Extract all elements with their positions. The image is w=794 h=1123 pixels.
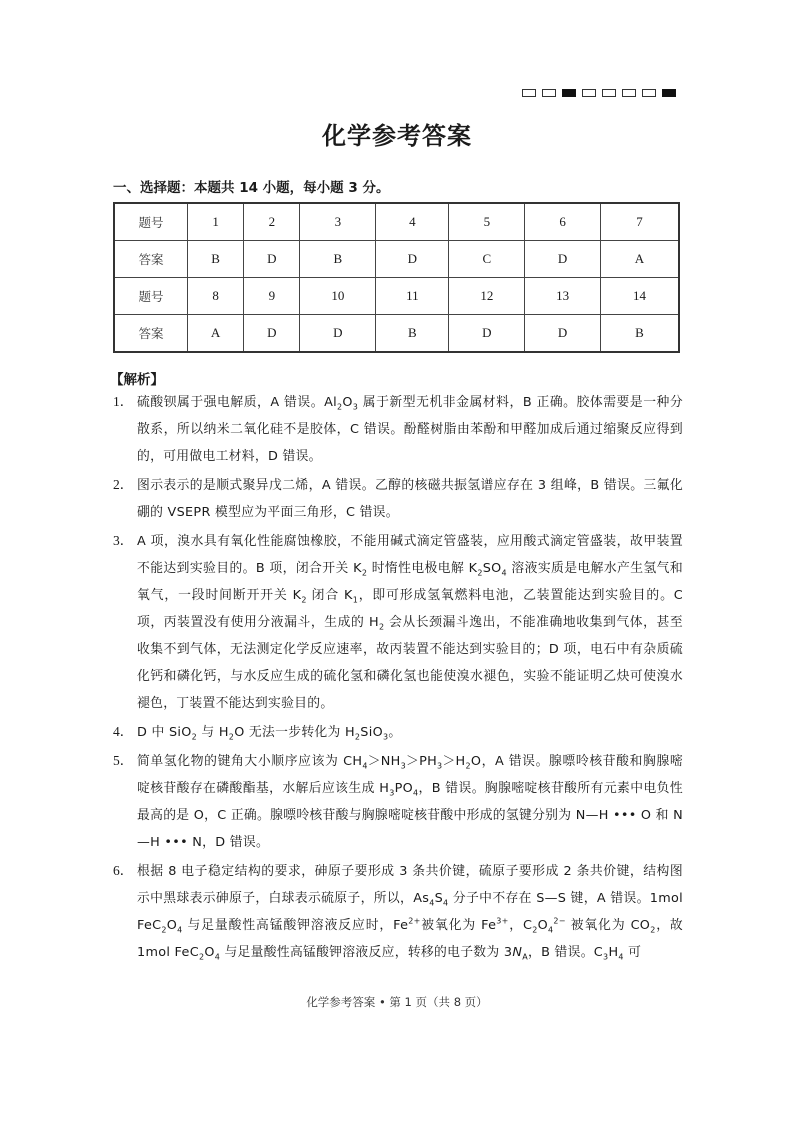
- table-cell: 6: [525, 203, 601, 241]
- analysis-item: [113, 528, 683, 717]
- table-cell: B: [601, 315, 680, 353]
- table-cell: A: [601, 241, 680, 278]
- table-row: [114, 241, 679, 278]
- item-number: 3．: [113, 533, 134, 548]
- table-cell: 10: [300, 278, 376, 315]
- table-cell: 3: [300, 203, 376, 241]
- empty-square-mark: [622, 89, 636, 97]
- filled-square-mark: [562, 89, 576, 97]
- empty-square-mark: [602, 89, 616, 97]
- table-cell: 14: [601, 278, 680, 315]
- table-cell: D: [449, 315, 525, 353]
- analysis-item: [113, 858, 683, 966]
- analysis-list: [113, 389, 683, 968]
- table-cell: D: [525, 315, 601, 353]
- answer-table: [113, 202, 680, 353]
- table-cell: C: [449, 241, 525, 278]
- table-cell: 7: [601, 203, 680, 241]
- analysis-heading: 【解析】: [110, 372, 164, 388]
- row-label: 答案: [114, 241, 188, 278]
- table-cell: 2: [244, 203, 300, 241]
- item-text: 硫酸钡属于强电解质，A 错误。$Al_2O_3$ 属于新型无机非金属材料，B 正确。胶体需要是一种分散系，所以纳米二氧化硅不是胶体，C 错误。酚醛树脂由苯酚和甲醛加成后通过缩聚反应得到的，可用做电工材料，D 错误。: [137, 395, 683, 464]
- table-cell: 8: [188, 278, 244, 315]
- table-cell: B: [376, 315, 449, 353]
- table-cell: 1: [188, 203, 244, 241]
- row-label: 题号: [114, 203, 188, 241]
- header-marks: [522, 89, 676, 97]
- table-cell: 11: [376, 278, 449, 315]
- item-number: 6．: [113, 863, 134, 878]
- table-cell: B: [300, 241, 376, 278]
- table-row: [114, 203, 679, 241]
- item-number: 2．: [113, 477, 134, 492]
- analysis-item: [113, 719, 683, 746]
- empty-square-mark: [582, 89, 596, 97]
- row-label: 答案: [114, 315, 188, 353]
- table-cell: D: [244, 241, 300, 278]
- empty-square-mark: [542, 89, 556, 97]
- table-row: [114, 315, 679, 353]
- filled-square-mark: [662, 89, 676, 97]
- item-text: 图示表示的是顺式聚异戊二烯，A 错误。乙醇的核磁共振氢谱应存在 3 组峰，B 错误。三氟化硼的 VSEPR 模型应为平面三角形，C 错误。: [137, 478, 683, 520]
- item-text: 简单氢化物的键角大小顺序应该为 $CH_4>NH_3>PH_3>H_2O$，A 错误。腺嘌呤核苷酸和胸腺嘧啶核苷酸存在磷酸酯基，水解后应该生成 $H_3PO_4$，B 错误。胸腺嘧啶核苷酸所有元素中电负性最高的是 O，C 正确。腺嘌呤核苷酸与胸腺嘧啶核苷酸中形成的氢键分别为 N—H ••• O 和 N—H ••• N，D 错误。: [137, 754, 683, 850]
- table-cell: 9: [244, 278, 300, 315]
- table-cell: B: [188, 241, 244, 278]
- table-cell: D: [300, 315, 376, 353]
- analysis-item: [113, 472, 683, 526]
- analysis-item: [113, 748, 683, 856]
- item-text: 根据 8 电子稳定结构的要求，砷原子要形成 3 条共价键，硫原子要形成 2 条共价键，结构图示中黑球表示砷原子，白球表示硫原子，所以，$As_4S_4$ 分子中不存在 S—S 键，A 错误。1mol $FeC_2O_4$ 与足量酸性高锰酸钾溶液反应时，$Fe^{2+}$被氧化为 $Fe^{3+}$，$C_2O_4^{2-}$ 被氧化为 $CO_2$，故 1mol $FeC_2O_4$ 与足量酸性高锰酸钾溶液反应，转移的电子数为 $3N_A$，B 错误。$C_3H_4$ 可: [137, 864, 683, 962]
- table-row: [114, 278, 679, 315]
- item-number: 1．: [113, 394, 134, 409]
- page-footer: 化学参考答案 • 第 1 页（共 8 页）: [306, 995, 488, 1009]
- row-label: 题号: [114, 278, 188, 315]
- item-number: 4．: [113, 724, 134, 739]
- table-cell: 13: [525, 278, 601, 315]
- table-cell: 4: [376, 203, 449, 241]
- page-title: 化学参考答案: [322, 121, 472, 150]
- table-cell: D: [244, 315, 300, 353]
- empty-square-mark: [642, 89, 656, 97]
- table-cell: 12: [449, 278, 525, 315]
- table-cell: 5: [449, 203, 525, 241]
- item-text: D 中 SiO$_2$ 与 $H_2O$ 无法一步转化为 $H_2SiO_3$。: [137, 725, 402, 742]
- table-cell: A: [188, 315, 244, 353]
- item-text: A 项，溴水具有氧化性能腐蚀橡胶，不能用碱式滴定管盛装，应用酸式滴定管盛装，故甲装置不能达到实验目的。B 项，闭合开关 $K_2$ 时惰性电极电解 $K_2SO_4$ 溶液实质是电解水产生氢气和氧气，一段时间断开开关 $K_2$ 闭合 $K_1$，即可形成氢氧燃料电池，乙装置能达到实验目的。C 项，丙装置没有使用分液漏斗，生成的 $H_2$ 会从长颈漏斗逸出，不能准确地收集到气体，甚至收集不到气体，无法测定化学反应速率，故丙装置不能达到实验目的；D 项，电石中有杂质硫化钙和磷化钙，与水反应生成的硫化氢和磷化氢也能使溴水褪色，实验不能证明乙炔可使溴水褪色，丁装置不能达到实验目的。: [137, 534, 684, 711]
- table-cell: D: [376, 241, 449, 278]
- item-number: 5．: [113, 753, 134, 768]
- empty-square-mark: [522, 89, 536, 97]
- table-cell: D: [525, 241, 601, 278]
- section-heading: 一、选择题：本题共 14 小题，每小题 3 分。: [113, 180, 390, 196]
- analysis-item: [113, 389, 683, 470]
